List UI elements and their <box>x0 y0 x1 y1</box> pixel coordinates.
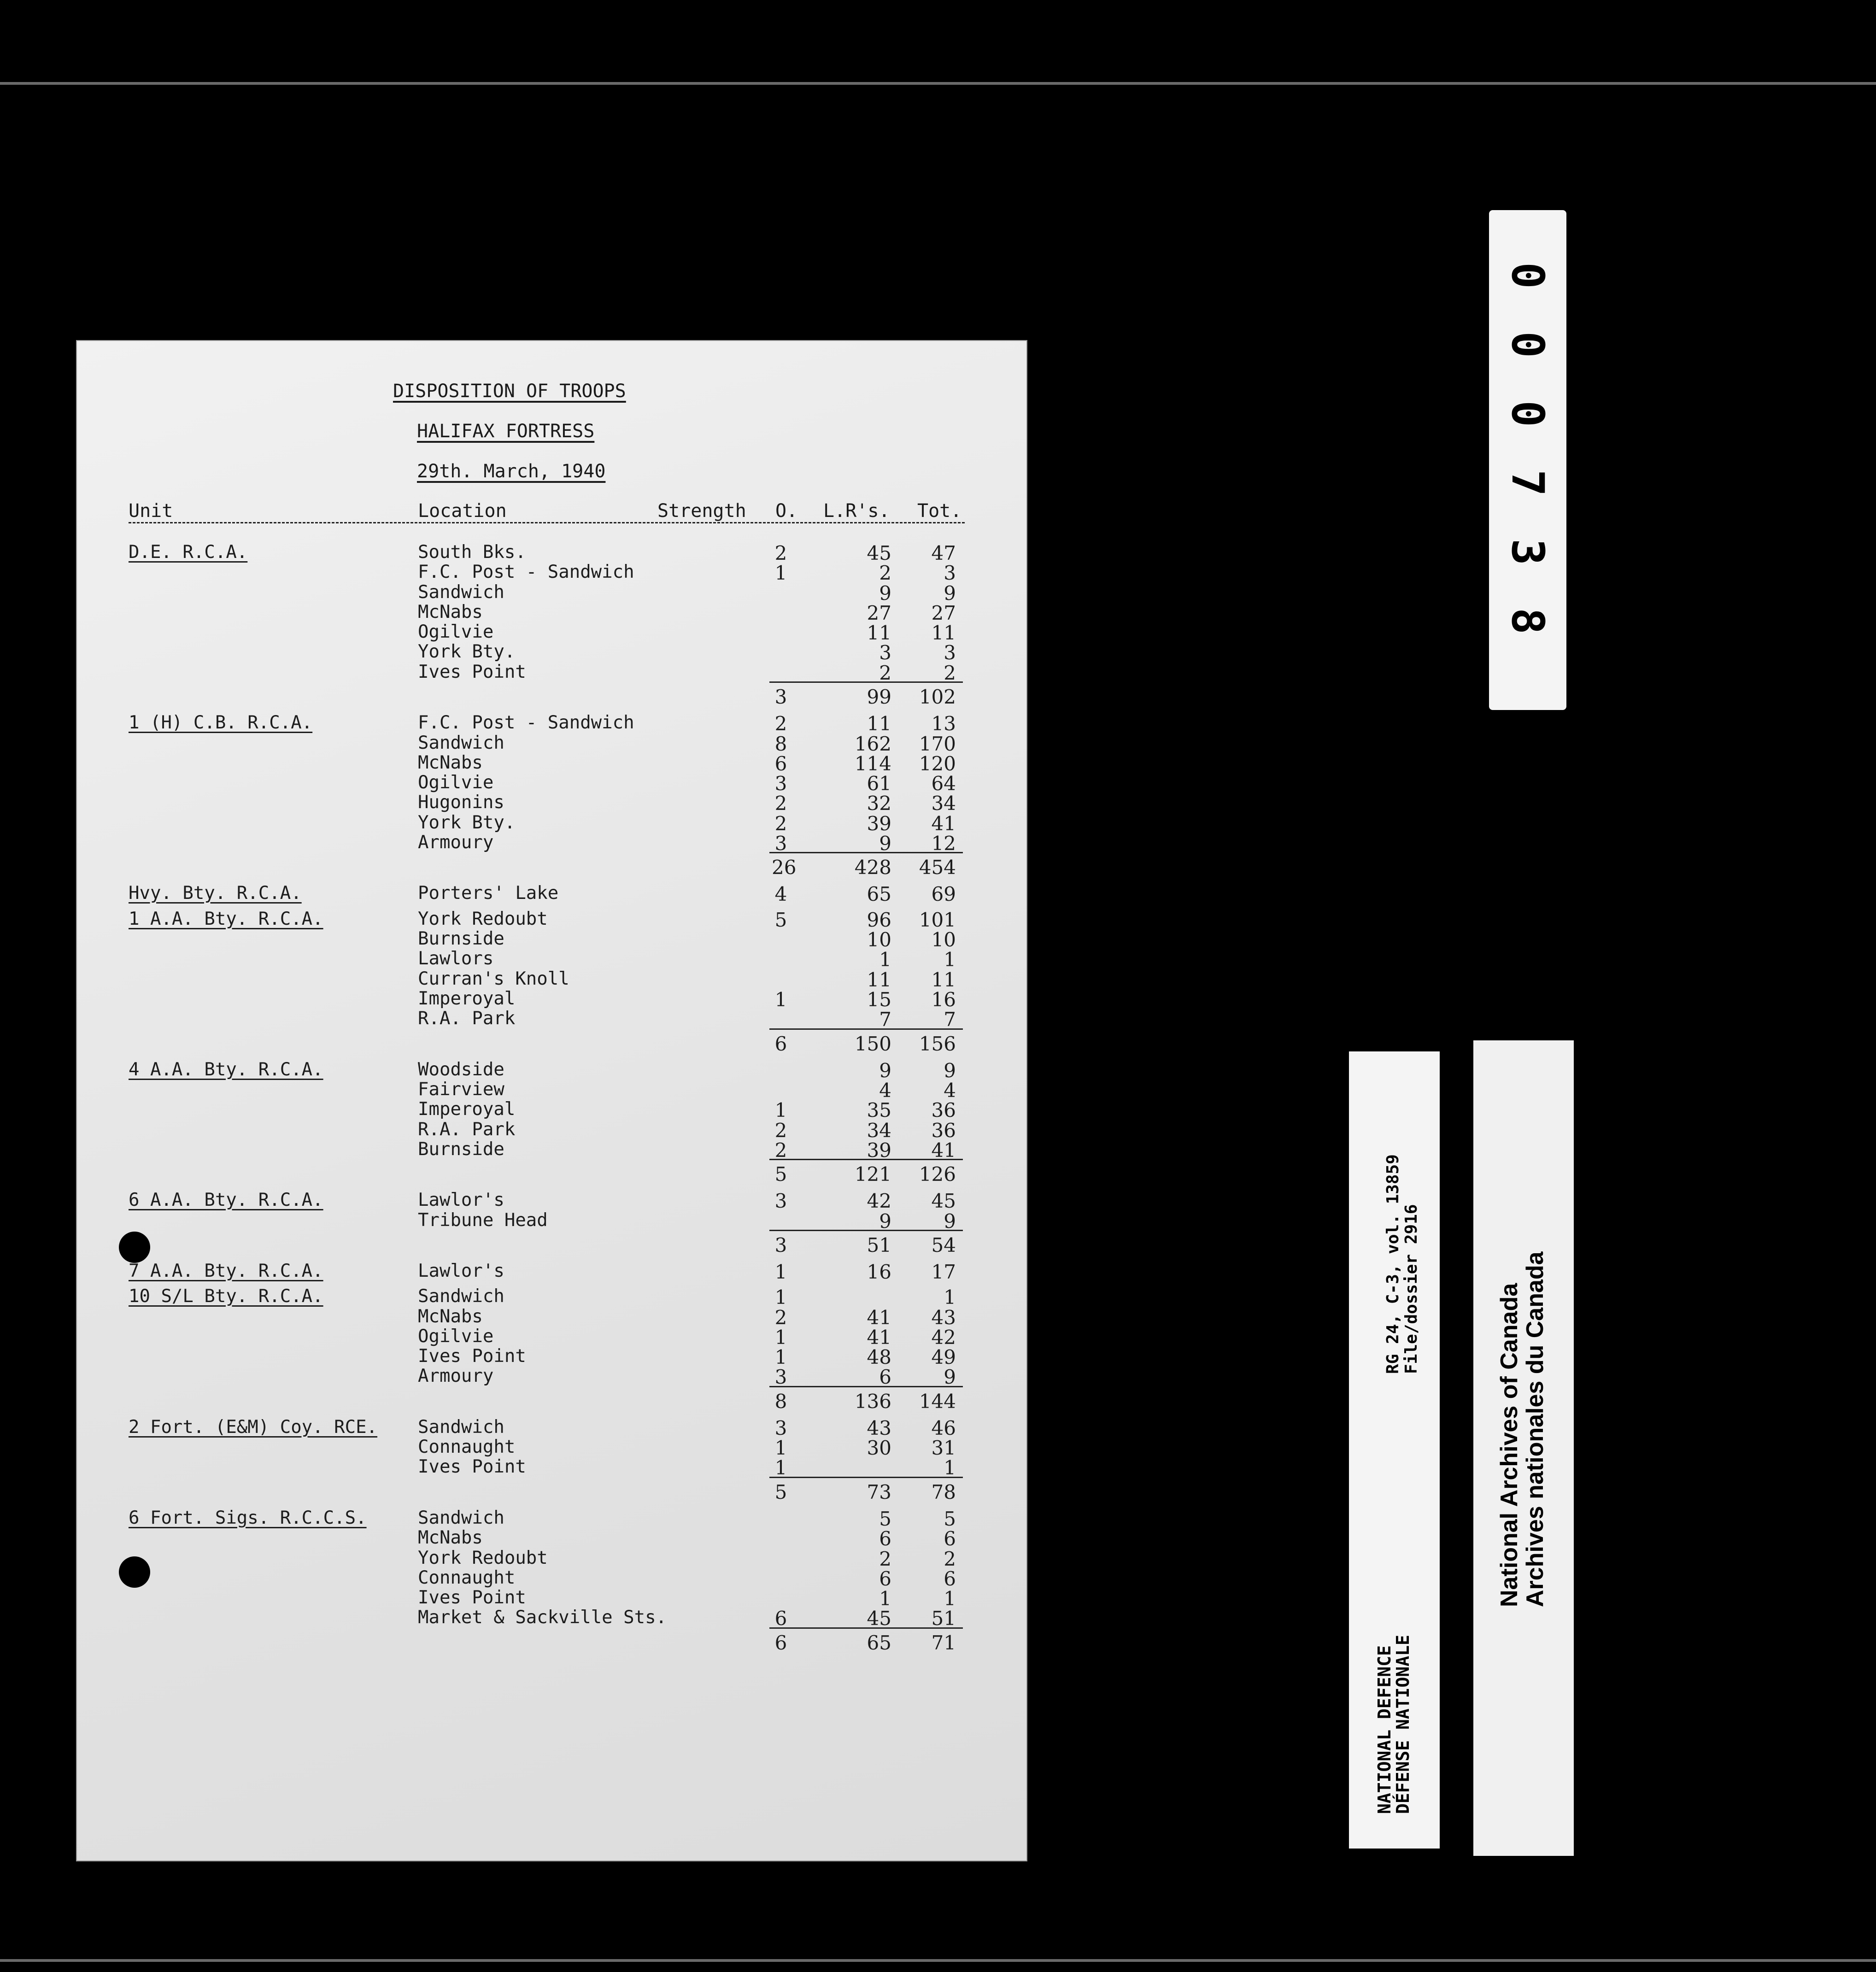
location-cell: Sandwich <box>418 733 504 753</box>
officers-cell: 6 <box>774 1033 787 1055</box>
officers-cell: 1 <box>774 1099 787 1121</box>
officers-cell: 8 <box>774 733 787 755</box>
location-cell: Sandwich <box>418 1508 504 1528</box>
location-cell: Connaught <box>418 1567 516 1588</box>
total-cell: 1 <box>944 1286 956 1309</box>
total-cell: 120 <box>919 752 956 775</box>
total-cell: 51 <box>931 1607 956 1630</box>
officers-cell: 4 <box>774 883 787 905</box>
table-row <box>76 1306 1027 1329</box>
unit-cell: 1 (H) C.B. R.C.A. <box>129 712 313 733</box>
table-row <box>76 602 1027 624</box>
location-cell: Armoury <box>418 1366 494 1386</box>
location-cell: Sandwich <box>418 1286 504 1307</box>
location-cell: Imperoyal <box>418 1099 516 1120</box>
other-ranks-cell: 9 <box>879 582 891 605</box>
other-ranks-cell: 2 <box>879 562 891 584</box>
table-row <box>76 883 1027 905</box>
officers-cell: 1 <box>774 562 787 584</box>
reel-digit: 0 <box>1502 400 1554 425</box>
subtotal-row <box>769 852 963 879</box>
other-ranks-cell: 121 <box>854 1163 891 1186</box>
total-cell: 9 <box>944 582 956 605</box>
location-cell: Ogilvie <box>418 1326 494 1347</box>
reel-digit: 0 <box>1502 262 1554 287</box>
subtotal-row <box>769 1159 963 1186</box>
officers-cell: 26 <box>772 856 797 879</box>
officers-cell: 6 <box>774 1607 787 1630</box>
other-ranks-cell: 73 <box>867 1481 891 1503</box>
table-row <box>76 1456 1027 1479</box>
total-cell: 11 <box>931 968 956 991</box>
other-ranks-cell: 4 <box>879 1079 891 1102</box>
officers-cell: 6 <box>774 1632 787 1654</box>
other-ranks-cell: 2 <box>879 1548 891 1570</box>
officers-cell: 3 <box>774 1234 787 1256</box>
officers-cell: 3 <box>774 1190 787 1212</box>
reel-digit: 0 <box>1502 331 1554 356</box>
table-row <box>76 792 1027 815</box>
total-cell: 42 <box>931 1326 956 1349</box>
reel-digit: 3 <box>1502 539 1554 563</box>
table-row <box>76 1008 1027 1031</box>
total-cell: 16 <box>931 988 956 1011</box>
total-cell: 101 <box>919 909 956 931</box>
total-cell: 156 <box>919 1033 956 1055</box>
other-ranks-cell: 35 <box>867 1099 891 1121</box>
other-ranks-cell: 16 <box>867 1261 891 1283</box>
total-cell: 102 <box>919 686 956 708</box>
total-cell: 6 <box>944 1567 956 1590</box>
other-ranks-cell: 99 <box>867 686 891 708</box>
location-cell: F.C. Post - Sandwich <box>418 562 634 582</box>
total-cell: 5 <box>944 1508 956 1530</box>
total-cell: 10 <box>931 928 956 951</box>
officers-cell: 2 <box>774 812 787 835</box>
location-cell: Ives Point <box>418 1587 526 1608</box>
table-row <box>76 1587 1027 1610</box>
other-ranks-cell: 30 <box>867 1437 891 1459</box>
officers-cell: 6 <box>774 752 787 775</box>
table-row <box>76 909 1027 931</box>
location-cell: McNabs <box>418 602 483 622</box>
unit-cell: 10 S/L Bty. R.C.A. <box>129 1286 323 1307</box>
subtotal-row <box>769 681 963 708</box>
officers-cell: 1 <box>774 1456 787 1479</box>
total-cell: 34 <box>931 792 956 815</box>
location-cell: Lawlors <box>418 948 494 969</box>
total-cell: 12 <box>931 832 956 855</box>
total-cell: 4 <box>944 1079 956 1102</box>
location-cell: Ives Point <box>418 1456 526 1477</box>
table-row <box>76 1119 1027 1142</box>
officers-cell: 3 <box>774 1417 787 1439</box>
other-ranks-cell: 42 <box>867 1190 891 1212</box>
table-row <box>76 1099 1027 1121</box>
officers-cell: 3 <box>774 686 787 708</box>
officers-cell: 2 <box>774 712 787 735</box>
total-cell: 144 <box>919 1390 956 1413</box>
other-ranks-cell: 45 <box>867 1607 891 1630</box>
document-date: 29th. March, 1940 <box>417 461 606 482</box>
total-cell: 64 <box>931 772 956 795</box>
total-cell: 9 <box>944 1210 956 1232</box>
total-cell: 9 <box>944 1059 956 1082</box>
total-cell: 2 <box>944 662 956 684</box>
officers-cell: 2 <box>774 1139 787 1162</box>
table-row <box>76 1079 1027 1102</box>
header-total: Tot. <box>917 500 962 522</box>
total-cell: 49 <box>931 1346 956 1368</box>
header-unit: Unit <box>129 500 173 522</box>
other-ranks-cell: 11 <box>867 622 891 644</box>
total-cell: 78 <box>931 1481 956 1503</box>
officers-cell: 1 <box>774 1286 787 1309</box>
reference-line1: RG 24, C-3, vol. 13859 <box>1384 1154 1402 1374</box>
other-ranks-cell: 428 <box>854 856 891 879</box>
other-ranks-cell: 5 <box>879 1508 891 1530</box>
other-ranks-cell: 45 <box>867 542 891 564</box>
location-cell: Burnside <box>418 928 504 949</box>
location-cell: South Bks. <box>418 542 526 563</box>
subtotal-row <box>769 1627 963 1654</box>
table-row <box>76 1548 1027 1570</box>
unit-cell: 2 Fort. (E&M) Coy. RCE. <box>129 1417 378 1438</box>
table-row <box>76 1366 1027 1388</box>
unit-cell: 1 A.A. Bty. R.C.A. <box>129 909 323 929</box>
table-row <box>76 948 1027 971</box>
location-cell: Ives Point <box>418 1346 526 1367</box>
location-cell: F.C. Post - Sandwich <box>418 712 634 733</box>
location-cell: Sandwich <box>418 1417 504 1438</box>
total-cell: 454 <box>919 856 956 879</box>
other-ranks-cell: 150 <box>854 1033 891 1055</box>
unit-cell: 4 A.A. Bty. R.C.A. <box>129 1059 323 1080</box>
table-row <box>76 752 1027 775</box>
national-defence-label <box>1349 1051 1440 1849</box>
other-ranks-cell: 32 <box>867 792 891 815</box>
total-cell: 126 <box>919 1163 956 1186</box>
other-ranks-cell: 11 <box>867 968 891 991</box>
total-cell: 11 <box>931 622 956 644</box>
reel-digit: 8 <box>1502 608 1554 633</box>
table-row <box>76 712 1027 735</box>
table-row <box>76 622 1027 644</box>
location-cell: Fairview <box>418 1079 504 1100</box>
location-cell: Lawlor's <box>418 1261 504 1281</box>
other-ranks-cell: 43 <box>867 1417 891 1439</box>
table-row <box>76 562 1027 584</box>
table-row <box>76 1417 1027 1439</box>
total-cell: 6 <box>944 1527 956 1550</box>
other-ranks-cell: 39 <box>867 812 891 835</box>
other-ranks-cell: 96 <box>867 909 891 931</box>
total-cell: 36 <box>931 1099 956 1121</box>
table-row <box>76 1210 1027 1232</box>
total-cell: 3 <box>944 641 956 664</box>
document-title: DISPOSITION OF TROOPS <box>393 381 626 402</box>
punch-hole <box>119 1232 150 1263</box>
table-row <box>76 1527 1027 1550</box>
unit-cell: 7 A.A. Bty. R.C.A. <box>129 1261 323 1281</box>
unit-cell: 6 Fort. Sigs. R.C.C.S. <box>129 1508 367 1528</box>
officers-cell: 2 <box>774 1119 787 1142</box>
total-cell: 41 <box>931 812 956 835</box>
officers-cell: 1 <box>774 1346 787 1368</box>
table-row <box>76 1346 1027 1368</box>
subtotal-row <box>769 1230 963 1256</box>
officers-cell: 3 <box>774 832 787 855</box>
other-ranks-cell: 11 <box>867 712 891 735</box>
total-cell: 69 <box>931 883 956 905</box>
subtotal-row <box>769 1028 963 1055</box>
subtotal-row <box>769 1386 963 1413</box>
location-cell: Lawlor's <box>418 1190 504 1210</box>
table-row <box>76 542 1027 564</box>
location-cell: Sandwich <box>418 582 504 603</box>
table-row <box>76 1286 1027 1309</box>
other-ranks-cell: 1 <box>879 1587 891 1610</box>
other-ranks-cell: 41 <box>867 1306 891 1329</box>
location-cell: Tribune Head <box>418 1210 548 1231</box>
total-cell: 17 <box>931 1261 956 1283</box>
total-cell: 41 <box>931 1139 956 1162</box>
officers-cell: 1 <box>774 988 787 1011</box>
other-ranks-cell: 6 <box>879 1567 891 1590</box>
total-cell: 1 <box>944 948 956 971</box>
location-cell: Woodside <box>418 1059 504 1080</box>
total-cell: 2 <box>944 1548 956 1570</box>
officers-cell: 5 <box>774 1163 787 1186</box>
total-cell: 54 <box>931 1234 956 1256</box>
table-row <box>76 1261 1027 1283</box>
table-row <box>76 1190 1027 1212</box>
table-row <box>76 1508 1027 1530</box>
location-cell: York Bty. <box>418 641 516 662</box>
officers-cell: 1 <box>774 1261 787 1283</box>
officers-cell: 3 <box>774 1366 787 1388</box>
table-row <box>76 968 1027 991</box>
other-ranks-cell: 65 <box>867 1632 891 1654</box>
location-cell: McNabs <box>418 1527 483 1548</box>
total-cell: 3 <box>944 562 956 584</box>
location-cell: Imperoyal <box>418 988 516 1009</box>
total-cell: 13 <box>931 712 956 735</box>
officers-cell: 2 <box>774 542 787 564</box>
other-ranks-cell: 3 <box>879 641 891 664</box>
table-row <box>76 772 1027 795</box>
total-cell: 9 <box>944 1366 956 1388</box>
table-row <box>76 733 1027 755</box>
table-row <box>76 1567 1027 1590</box>
header-officers: O. <box>775 500 798 522</box>
other-ranks-cell: 2 <box>879 662 891 684</box>
officers-cell: 5 <box>774 909 787 931</box>
other-ranks-cell: 6 <box>879 1527 891 1550</box>
defence-line1: NATIONAL DEFENCE <box>1374 1645 1395 1814</box>
unit-cell: D.E. R.C.A. <box>129 542 248 563</box>
header-strength: Strength <box>657 500 746 522</box>
table-row <box>76 1059 1027 1082</box>
location-cell: York Redoubt <box>418 909 548 929</box>
table-row <box>76 832 1027 855</box>
table-row <box>76 662 1027 684</box>
document-page <box>76 340 1027 1861</box>
location-cell: Armoury <box>418 832 494 853</box>
total-cell: 1 <box>944 1587 956 1610</box>
total-cell: 31 <box>931 1437 956 1459</box>
table-row <box>76 1326 1027 1349</box>
total-cell: 170 <box>919 733 956 755</box>
location-cell: Ives Point <box>418 662 526 682</box>
other-ranks-cell: 61 <box>867 772 891 795</box>
location-cell: McNabs <box>418 752 483 773</box>
other-ranks-cell: 114 <box>854 752 891 775</box>
other-ranks-cell: 39 <box>867 1139 891 1162</box>
location-cell: Porters' Lake <box>418 883 559 904</box>
total-cell: 1 <box>944 1456 956 1479</box>
other-ranks-cell: 48 <box>867 1346 891 1368</box>
total-cell: 46 <box>931 1417 956 1439</box>
other-ranks-cell: 34 <box>867 1119 891 1142</box>
document-subtitle: HALIFAX FORTRESS <box>417 421 595 442</box>
other-ranks-cell: 6 <box>879 1366 891 1388</box>
officers-cell: 1 <box>774 1437 787 1459</box>
other-ranks-cell: 51 <box>867 1234 891 1256</box>
other-ranks-cell: 65 <box>867 883 891 905</box>
total-cell: 71 <box>931 1632 956 1654</box>
reference-line2: File/dossier 2916 <box>1402 1204 1421 1374</box>
location-cell: McNabs <box>418 1306 483 1327</box>
location-cell: R.A. Park <box>418 1119 516 1140</box>
location-cell: York Redoubt <box>418 1548 548 1568</box>
unit-cell: 6 A.A. Bty. R.C.A. <box>129 1190 323 1210</box>
header-rule <box>129 522 965 523</box>
other-ranks-cell: 27 <box>867 602 891 624</box>
officers-cell: 2 <box>774 792 787 815</box>
archives-line2: Archives nationales du Canada <box>1522 1251 1548 1607</box>
other-ranks-cell: 136 <box>854 1390 891 1413</box>
other-ranks-cell: 9 <box>879 1210 891 1232</box>
other-ranks-cell: 162 <box>854 733 891 755</box>
officers-cell: 8 <box>774 1390 787 1413</box>
table-row <box>76 582 1027 605</box>
total-cell: 47 <box>931 542 956 564</box>
total-cell: 7 <box>944 1008 956 1031</box>
total-cell: 45 <box>931 1190 956 1212</box>
defence-line2: DÉFENSE NATIONALE <box>1393 1635 1413 1814</box>
other-ranks-cell: 10 <box>867 928 891 951</box>
table-row <box>76 988 1027 1011</box>
table-row <box>76 1607 1027 1630</box>
table-row <box>76 928 1027 951</box>
other-ranks-cell: 15 <box>867 988 891 1011</box>
reel-digit: 7 <box>1502 470 1554 494</box>
table-row <box>76 1139 1027 1162</box>
other-ranks-cell: 9 <box>879 1059 891 1082</box>
location-cell: Hugonins <box>418 792 504 813</box>
officers-cell: 5 <box>774 1481 787 1503</box>
subtotal-row <box>769 1477 963 1503</box>
table-row <box>76 812 1027 835</box>
header-location: Location <box>418 500 507 522</box>
location-cell: Market & Sackville Sts. <box>418 1607 667 1628</box>
other-ranks-cell: 9 <box>879 832 891 855</box>
officers-cell: 2 <box>774 1306 787 1329</box>
archives-line1: National Archives of Canada <box>1496 1283 1523 1607</box>
location-cell: York Bty. <box>418 812 516 833</box>
location-cell: Ogilvie <box>418 622 494 642</box>
officers-cell: 3 <box>774 772 787 795</box>
location-cell: Connaught <box>418 1437 516 1457</box>
reel-number-strip <box>1489 210 1566 710</box>
total-cell: 36 <box>931 1119 956 1142</box>
national-archives-label <box>1473 1040 1574 1856</box>
location-cell: R.A. Park <box>418 1008 516 1029</box>
table-row <box>76 641 1027 664</box>
table-row <box>76 1437 1027 1459</box>
location-cell: Burnside <box>418 1139 504 1160</box>
location-cell: Curran's Knoll <box>418 968 569 989</box>
total-cell: 27 <box>931 602 956 624</box>
other-ranks-cell: 1 <box>879 948 891 971</box>
other-ranks-cell: 7 <box>879 1008 891 1031</box>
unit-cell: Hvy. Bty. R.C.A. <box>129 883 302 904</box>
total-cell: 43 <box>931 1306 956 1329</box>
officers-cell: 1 <box>774 1326 787 1349</box>
other-ranks-cell: 41 <box>867 1326 891 1349</box>
location-cell: Ogilvie <box>418 772 494 793</box>
header-other-ranks: L.R's. <box>823 500 890 522</box>
